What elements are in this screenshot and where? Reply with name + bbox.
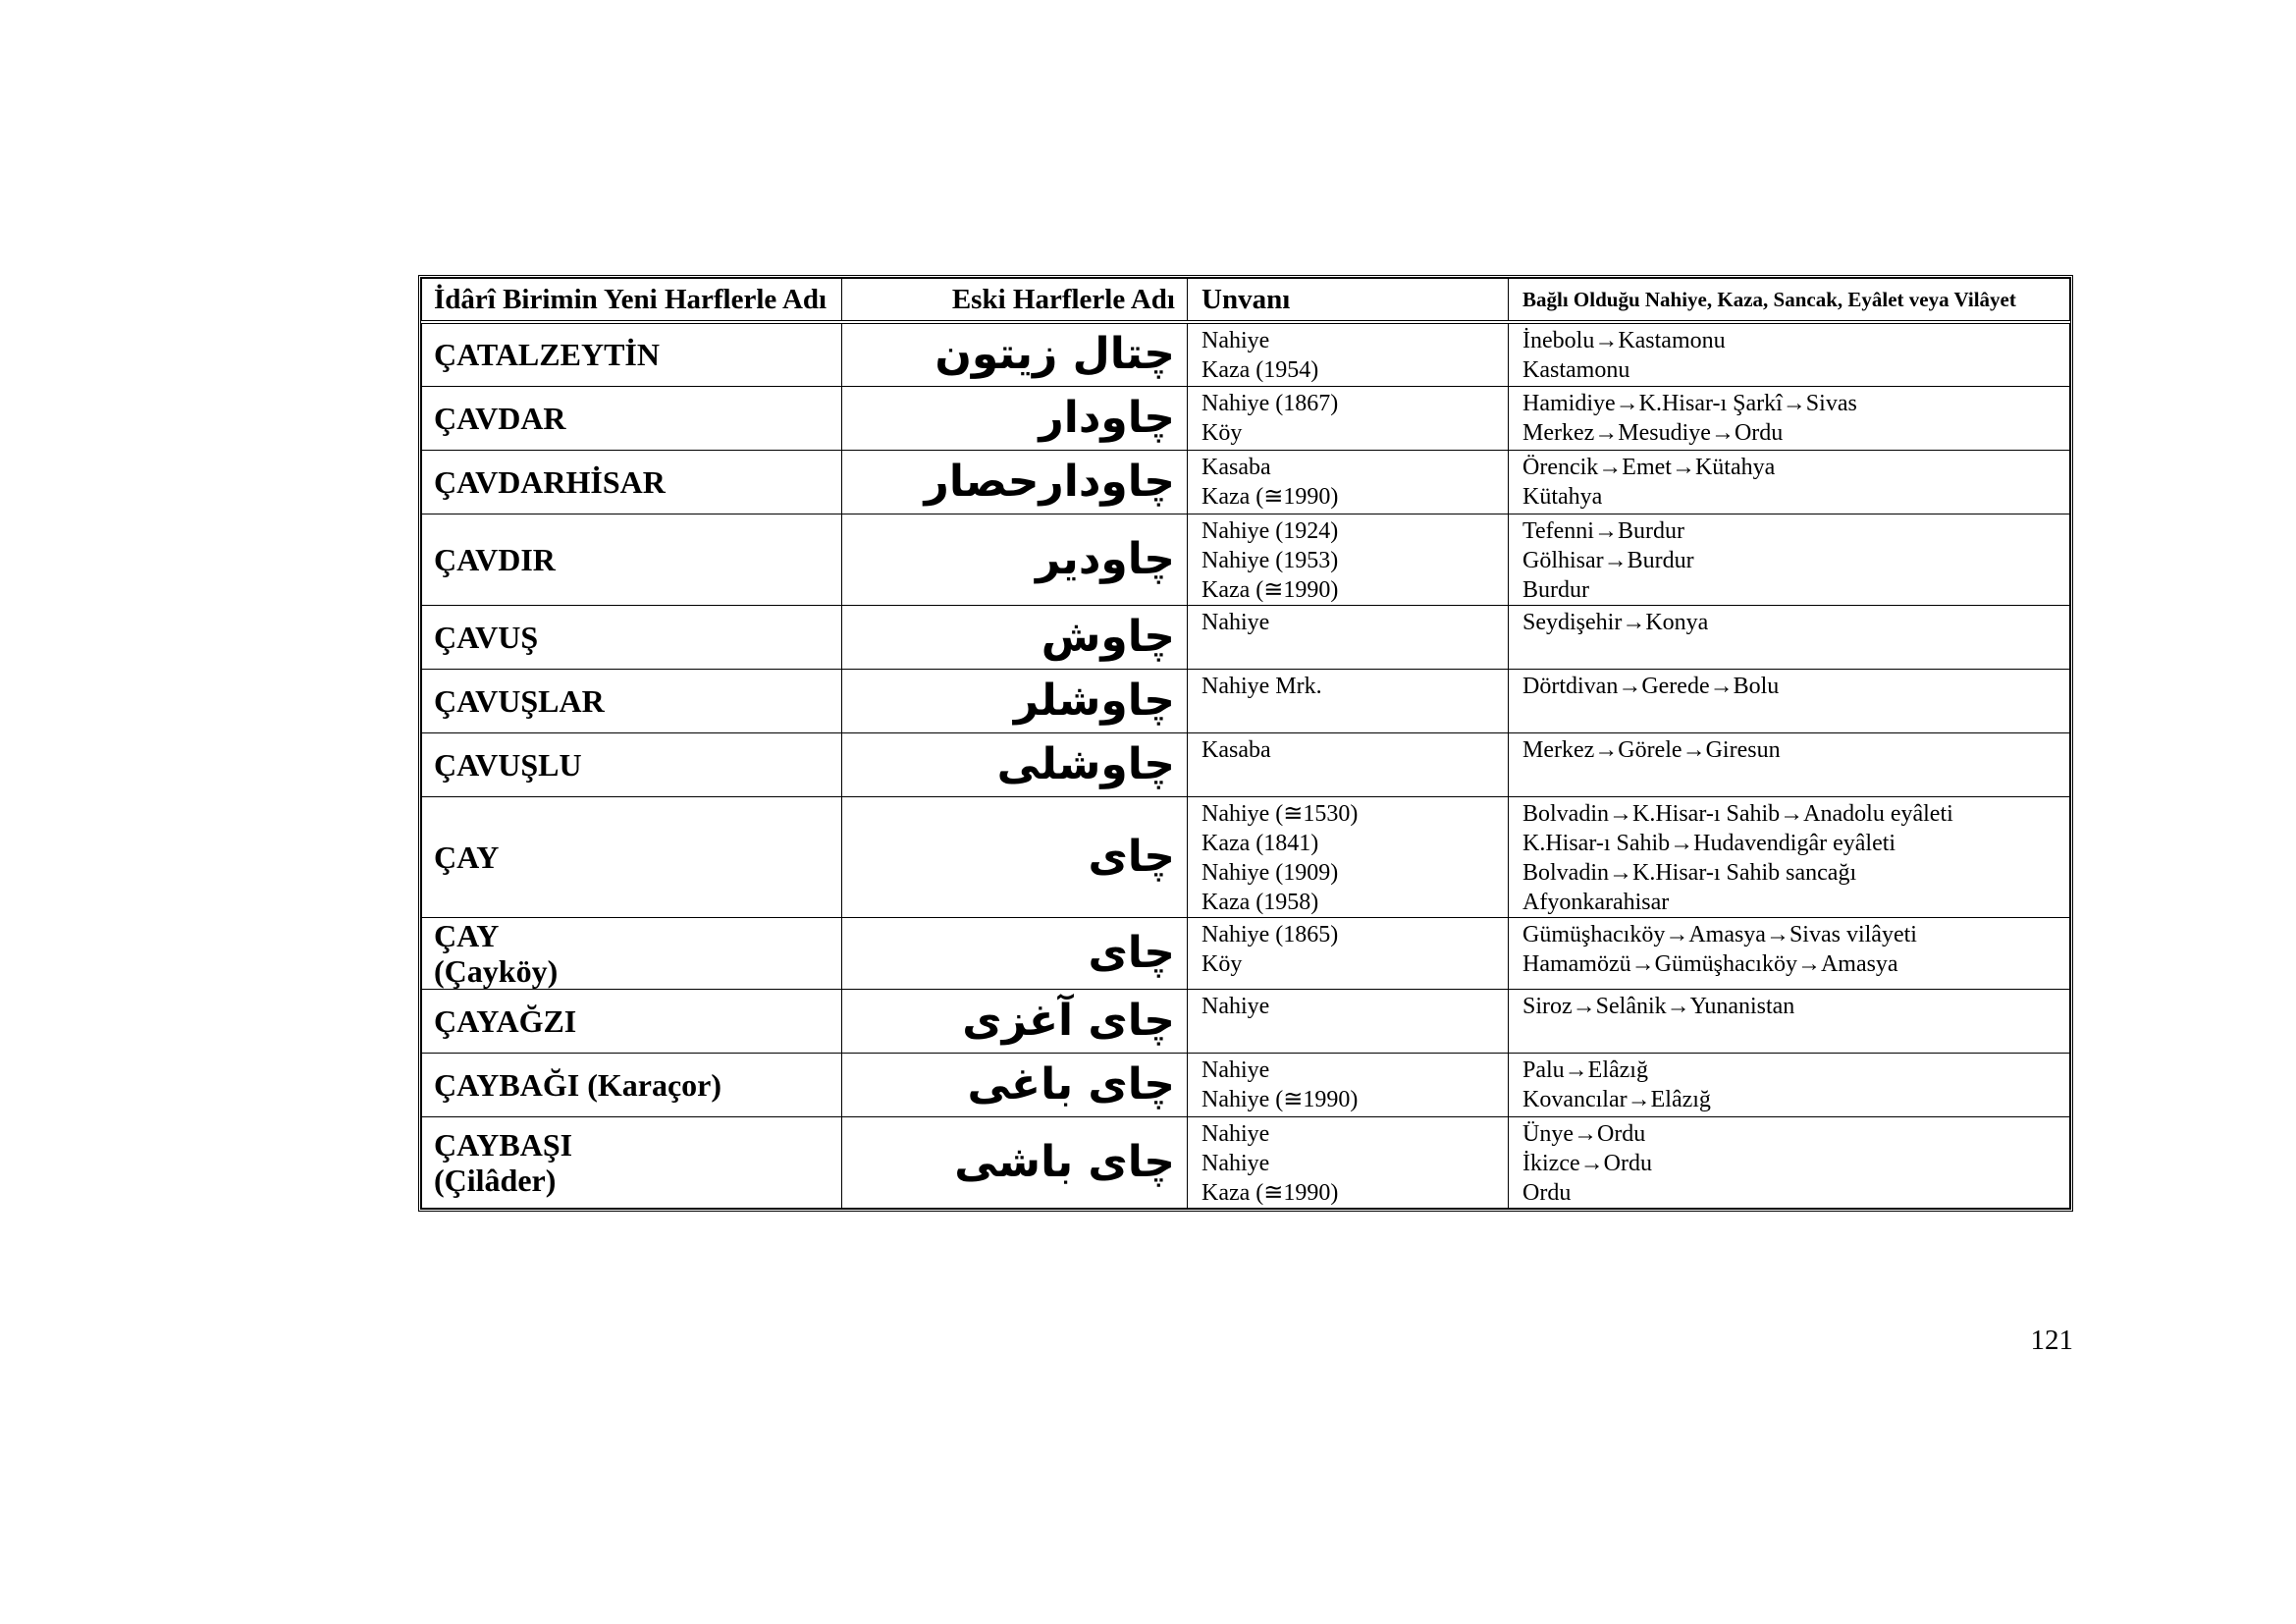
- unit-old-name: چاى: [842, 917, 1188, 989]
- unit-affiliation-line: Hamamözü→Gümüşhacıköy→Amasya: [1522, 950, 1898, 977]
- header-affiliation: Bağlı Olduğu Nahiye, Kaza, Sancak, Eyâlet veya Vilâyet: [1509, 279, 2070, 323]
- table-body: [422, 322, 2070, 1208]
- unit-affiliation-line: Merkez→Görele→Giresun: [1522, 736, 1781, 763]
- unit-title-line: Köy: [1201, 419, 1243, 446]
- unit-affiliations: [1509, 322, 2070, 386]
- unit-old-name: چاى باغى: [842, 1053, 1188, 1116]
- unit-affiliation-line: Bolvadin→K.Hisar-ı Sahib sancağı: [1522, 859, 1857, 886]
- gazetteer-table: [421, 278, 2070, 1209]
- unit-title-line: Nahiye (1867): [1201, 390, 1339, 416]
- unit-title-line: Kaza (≅1990): [1201, 1179, 1339, 1206]
- unit-new-name: [422, 450, 842, 514]
- unit-new-name-line: ÇAY: [434, 839, 500, 875]
- unit-new-name: [422, 1053, 842, 1116]
- unit-new-name-line: ÇAVDIR: [434, 541, 556, 577]
- unit-old-name: چاى: [842, 796, 1188, 917]
- page-number: 121: [2030, 1325, 2073, 1356]
- unit-affiliation-line: Merkez→Mesudiye→Ordu: [1522, 419, 1784, 446]
- unit-new-name: [422, 669, 842, 732]
- unit-affiliation-line: Kütahya: [1522, 483, 1603, 510]
- table-row: [422, 322, 2070, 386]
- unit-affiliation-line: Seydişehir→Konya: [1522, 609, 1709, 635]
- unit-affiliation-line: Örencik→Emet→Kütahya: [1522, 454, 1776, 480]
- unit-new-name: [422, 514, 842, 605]
- unit-new-name-line: ÇAVDARHİSAR: [434, 463, 666, 500]
- unit-title-line: Kasaba: [1201, 736, 1271, 763]
- header-new-name: İdârî Birimin Yeni Harflerle Adı: [422, 279, 842, 323]
- unit-new-name: [422, 796, 842, 917]
- table-header-row: [422, 279, 2070, 323]
- unit-affiliations: [1509, 989, 2070, 1053]
- unit-affiliation-line: Dörtdivan→Gerede→Bolu: [1522, 673, 1780, 699]
- unit-title-line: Nahiye: [1201, 609, 1270, 635]
- unit-new-name-line: (Çilâder): [434, 1162, 557, 1198]
- unit-titles: [1188, 514, 1509, 605]
- unit-affiliation-line: Burdur: [1522, 576, 1589, 603]
- unit-old-name: چاوشلى: [842, 732, 1188, 796]
- table-row: [422, 917, 2070, 989]
- unit-title-line: Nahiye (1953): [1201, 547, 1339, 573]
- unit-title-line: Nahiye (≅1530): [1201, 800, 1359, 827]
- table-row: [422, 605, 2070, 669]
- unit-affiliations: [1509, 917, 2070, 989]
- unit-new-name: [422, 605, 842, 669]
- unit-old-name: چاى آغزى: [842, 989, 1188, 1053]
- unit-affiliation-line: Bolvadin→K.Hisar-ı Sahib→Anadolu eyâleti: [1522, 800, 1953, 827]
- unit-new-name: [422, 1116, 842, 1208]
- table-row: [422, 514, 2070, 605]
- unit-new-name-line: ÇAYBAĞI (Karaçor): [434, 1066, 721, 1103]
- unit-titles: [1188, 732, 1509, 796]
- unit-title-line: Kasaba: [1201, 454, 1271, 480]
- table-row: [422, 1116, 2070, 1208]
- unit-title-line: Nahiye (≅1990): [1201, 1086, 1359, 1112]
- table-row: [422, 450, 2070, 514]
- unit-title-line: Kaza (1958): [1201, 889, 1319, 915]
- unit-titles: [1188, 1116, 1509, 1208]
- unit-new-name-line: ÇAYAĞZI: [434, 1002, 577, 1039]
- unit-new-name-line: ÇAVUŞLAR: [434, 682, 605, 719]
- unit-titles: [1188, 796, 1509, 917]
- unit-title-line: Nahiye: [1201, 1056, 1270, 1083]
- unit-affiliation-line: Hamidiye→K.Hisar-ı Şarkî→Sivas: [1522, 390, 1857, 416]
- unit-titles: [1188, 669, 1509, 732]
- unit-title-line: Kaza (≅1990): [1201, 576, 1339, 603]
- table-row: [422, 989, 2070, 1053]
- unit-title-line: Nahiye: [1201, 328, 1270, 353]
- unit-old-name: چاودار: [842, 386, 1188, 450]
- table-row: [422, 796, 2070, 917]
- unit-affiliations: [1509, 450, 2070, 514]
- unit-new-name-line: ÇATALZEYTİN: [434, 337, 660, 373]
- unit-old-name: چتال زيتون: [842, 322, 1188, 386]
- unit-title-line: Nahiye (1924): [1201, 517, 1339, 544]
- unit-titles: [1188, 917, 1509, 989]
- unit-new-name-line: ÇAVDAR: [434, 400, 566, 436]
- unit-new-name: [422, 322, 842, 386]
- unit-new-name-line: ÇAVUŞLU: [434, 746, 582, 783]
- unit-affiliation-line: Gölhisar→Burdur: [1522, 547, 1694, 573]
- unit-affiliation-line: Ordu: [1522, 1179, 1572, 1206]
- table-row: [422, 669, 2070, 732]
- unit-affiliations: [1509, 605, 2070, 669]
- unit-title-line: Nahiye Mrk.: [1201, 673, 1322, 699]
- unit-new-name-line: ÇAYBAŞI: [434, 1126, 573, 1163]
- gazetteer-table-frame: [418, 275, 2073, 1212]
- table-row: [422, 386, 2070, 450]
- header-title: Unvanı: [1188, 279, 1509, 323]
- unit-affiliations: [1509, 732, 2070, 796]
- unit-affiliation-line: K.Hisar-ı Sahib→Hudavendigâr eyâleti: [1522, 830, 1896, 856]
- unit-title-line: Nahiye: [1201, 993, 1270, 1019]
- unit-affiliations: [1509, 669, 2070, 732]
- unit-affiliation-line: Palu→Elâzığ: [1522, 1056, 1648, 1083]
- unit-affiliation-line: İnebolu→Kastamonu: [1522, 328, 1726, 353]
- unit-title-line: Nahiye: [1201, 1150, 1270, 1176]
- unit-affiliation-line: Gümüşhacıköy→Amasya→Sivas vilâyeti: [1522, 921, 1917, 947]
- table-row: [422, 732, 2070, 796]
- unit-new-name: [422, 386, 842, 450]
- unit-new-name: [422, 917, 842, 989]
- unit-title-line: Nahiye (1909): [1201, 859, 1339, 886]
- unit-affiliations: [1509, 1116, 2070, 1208]
- unit-affiliation-line: Afyonkarahisar: [1522, 889, 1670, 915]
- unit-new-name: [422, 732, 842, 796]
- unit-affiliation-line: Tefenni→Burdur: [1522, 517, 1684, 544]
- unit-title-line: Kaza (1841): [1201, 830, 1319, 856]
- unit-affiliations: [1509, 514, 2070, 605]
- unit-titles: [1188, 450, 1509, 514]
- unit-affiliation-line: İkizce→Ordu: [1522, 1150, 1652, 1176]
- unit-new-name-line: ÇAY: [434, 917, 500, 953]
- unit-new-name-line: ÇAVUŞ: [434, 619, 539, 655]
- unit-old-name: چاوشلر: [842, 669, 1188, 732]
- unit-title-line: Köy: [1201, 950, 1243, 977]
- unit-old-name: چاى باشى: [842, 1116, 1188, 1208]
- unit-affiliations: [1509, 386, 2070, 450]
- unit-old-name: چاوش: [842, 605, 1188, 669]
- unit-titles: [1188, 386, 1509, 450]
- header-old-name: Eski Harflerle Adı: [842, 279, 1188, 323]
- unit-affiliations: [1509, 796, 2070, 917]
- unit-new-name: [422, 989, 842, 1053]
- unit-titles: [1188, 1053, 1509, 1116]
- unit-title-line: Nahiye: [1201, 1120, 1270, 1147]
- unit-titles: [1188, 605, 1509, 669]
- unit-old-name: چاودارحصار: [842, 450, 1188, 514]
- unit-affiliation-line: Ünye→Ordu: [1522, 1120, 1646, 1147]
- unit-title-line: Nahiye (1865): [1201, 921, 1339, 947]
- unit-titles: [1188, 322, 1509, 386]
- unit-title-line: Kaza (1954): [1201, 357, 1319, 383]
- unit-affiliation-line: Kastamonu: [1522, 357, 1630, 383]
- unit-title-line: Kaza (≅1990): [1201, 483, 1339, 510]
- table-row: [422, 1053, 2070, 1116]
- unit-affiliation-line: Kovancılar→Elâzığ: [1522, 1086, 1711, 1112]
- unit-new-name-line: (Çayköy): [434, 952, 559, 989]
- unit-old-name: چاودير: [842, 514, 1188, 605]
- unit-titles: [1188, 989, 1509, 1053]
- unit-affiliation-line: Siroz→Selânik→Yunanistan: [1522, 993, 1795, 1019]
- unit-affiliations: [1509, 1053, 2070, 1116]
